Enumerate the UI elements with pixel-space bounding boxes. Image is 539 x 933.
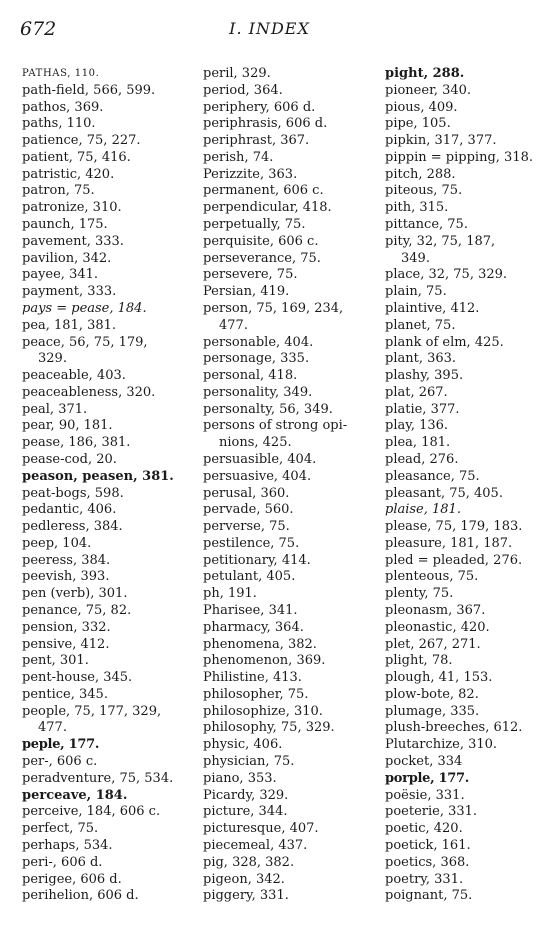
index-entry: penance, 75, 82. — [22, 603, 132, 618]
index-entry: pathos, 369. — [22, 99, 104, 115]
index-entry: piggery, 331. — [203, 888, 289, 904]
index-entry: perverse, 75. — [203, 519, 290, 535]
index-entry: pioneer, 340. — [385, 82, 472, 98]
index-entry: platie, 377. — [385, 401, 460, 417]
index-entry: perihelion, 606 d. — [22, 888, 139, 904]
index-entry: perigee, 606 d. — [22, 871, 122, 887]
index-entry: peevish, 393. — [22, 569, 110, 585]
index-entry: people, 75, 177, 329, — [22, 703, 162, 719]
index-entry-continuation: nions, 425. — [219, 435, 292, 451]
index-entry: permanent, 606 c. — [203, 183, 324, 199]
index-entry: plaise, 181. — [385, 502, 461, 518]
index-entry: poignant, 75. — [385, 888, 473, 904]
index-entry: plush-breeches, 612. — [385, 720, 523, 736]
index-entry: pavilion, 342. — [22, 250, 112, 266]
index-entry: pestilence, 75. — [203, 535, 300, 551]
index-entry: peaceableness, 320. — [22, 384, 156, 400]
page-number: 672 — [20, 18, 57, 40]
index-entry: patient, 75, 416. — [22, 149, 131, 165]
index-entry: per-, 606 c. — [22, 754, 98, 770]
index-entry: pear, 90, 181. — [22, 418, 113, 434]
index-entry: perquisite, 606 c. — [203, 233, 319, 249]
index-entry: piecemeal, 437. — [203, 837, 308, 853]
index-entry: plough, 41, 153. — [385, 670, 493, 686]
index-entry: path-field, 566, 599. — [22, 82, 156, 98]
index-entry: ph, 191. — [203, 586, 257, 602]
index-entry: PATHAS, 110. — [22, 68, 100, 79]
index-entry: perish, 74. — [203, 149, 274, 165]
index-entry: peple, 177. — [22, 737, 100, 753]
index-entry: pig, 328, 382. — [203, 854, 295, 870]
index-entry: Philistine, 413. — [203, 670, 302, 686]
index-entry: Picardy, 329. — [203, 787, 289, 803]
index-entry: picturesque, 407. — [203, 821, 319, 837]
index-entry: peaceable, 403. — [22, 368, 126, 384]
index-entry: Perizzite, 363. — [203, 166, 298, 182]
index-entry: perpetually, 75. — [203, 217, 306, 233]
index-entry: paunch, 175. — [22, 217, 108, 233]
index-entry: pent-house, 345. — [22, 670, 133, 686]
index-entry: physic, 406. — [203, 737, 283, 753]
index-column-2 — [203, 66, 381, 905]
index-entry: peril, 329. — [203, 66, 271, 81]
index-entry: persevere, 75. — [203, 267, 298, 283]
index-entry: porple, 177. — [385, 770, 470, 786]
index-entry: plumage, 335. — [385, 703, 480, 719]
index-entry: plat, 267. — [385, 384, 448, 400]
index-entry: philosophy, 75, 329. — [203, 720, 335, 736]
index-entry: pitch, 288. — [385, 166, 456, 182]
index-entry: pentice, 345. — [22, 686, 108, 702]
index-entry: pigeon, 342. — [203, 871, 285, 887]
index-entry: payee, 341. — [22, 267, 99, 283]
index-entry: pleasure, 181, 187. — [385, 535, 513, 551]
index-entry: planet, 75. — [385, 317, 456, 333]
index-entry: plea, 181. — [385, 435, 451, 451]
index-entry: pity, 32, 75, 187, — [385, 233, 496, 249]
index-entry: pleonastic, 420. — [385, 619, 490, 635]
index-entry: physician, 75. — [203, 754, 295, 770]
index-entry: periphery, 606 d. — [203, 99, 316, 115]
page-header — [0, 0, 539, 56]
index-entry: pedantic, 406. — [22, 502, 117, 518]
running-head: I. INDEX — [229, 19, 310, 38]
index-entry: personalty, 56, 349. — [203, 401, 333, 417]
index-entry: pight, 288. — [385, 66, 465, 81]
index-entry: pervade, 560. — [203, 502, 294, 518]
index-entry: plant, 363. — [385, 351, 457, 367]
index-entry: pleasant, 75, 405. — [385, 485, 503, 501]
index-entry: plank of elm, 425. — [385, 334, 504, 350]
index-entry: perseverance, 75. — [203, 250, 321, 266]
index-entry: pent, 301. — [22, 653, 89, 669]
index-entry: peeress, 384. — [22, 552, 111, 568]
index-entry: personable, 404. — [203, 334, 314, 350]
index-entry: phenomenon, 369. — [203, 653, 326, 669]
index-entry-continuation: 329. — [38, 351, 67, 367]
index-entry: poetick, 161. — [385, 837, 471, 853]
index-entry: plenteous, 75. — [385, 569, 479, 585]
index-entry: plet, 267, 271. — [385, 636, 481, 652]
index-entry: pease, 186, 381. — [22, 435, 131, 451]
index-entry: poetry, 331. — [385, 871, 464, 887]
index-entry: phenomena, 382. — [203, 636, 317, 652]
index-entry: poeterie, 331. — [385, 804, 478, 820]
index-entry: peason, peasen, 381. — [22, 468, 174, 484]
index-entry: pension, 332. — [22, 619, 111, 635]
index-entry: pittance, 75. — [385, 217, 468, 233]
index-entry: perusal, 360. — [203, 485, 290, 501]
index-entry: poësie, 331. — [385, 787, 465, 803]
index-entry: piano, 353. — [203, 770, 277, 786]
index-entry: pith, 315. — [385, 200, 449, 216]
index-entry: peep, 104. — [22, 535, 92, 551]
index-entry: payment, 333. — [22, 284, 117, 300]
index-entry: plashy, 395. — [385, 368, 464, 384]
index-entry: peri-, 606 d. — [22, 854, 103, 870]
index-entry: personal, 418. — [203, 368, 298, 384]
index-entry: pipkin, 317, 377. — [385, 133, 497, 149]
index-column-1 — [22, 66, 192, 905]
index-entry: pled = pleaded, 276. — [385, 552, 523, 568]
index-entry: patronize, 310. — [22, 200, 122, 216]
index-entry: pen (verb), 301. — [22, 586, 128, 602]
index-entry: please, 75, 179, 183. — [385, 519, 523, 535]
index-entry: patron, 75. — [22, 183, 95, 199]
index-entry: Plutarchize, 310. — [385, 737, 498, 753]
index-entry: play, 136. — [385, 418, 449, 434]
index-entry: persuasive, 404. — [203, 468, 312, 484]
index-entry: perceive, 184, 606 c. — [22, 804, 161, 820]
index-entry: pious, 409. — [385, 99, 458, 115]
index-entry: personage, 335. — [203, 351, 310, 367]
index-entry: pease-cod, 20. — [22, 451, 117, 467]
index-entry: persons of strong opi- — [203, 418, 348, 434]
index-entry: philosophize, 310. — [203, 703, 323, 719]
index-entry: patristic, 420. — [22, 166, 115, 182]
index-entry: plain, 75. — [385, 284, 447, 300]
index-entry: picture, 344. — [203, 804, 288, 820]
index-entry: pays = pease, 184. — [22, 300, 147, 316]
index-entry-continuation: 349. — [401, 250, 430, 266]
index-entry: plaintive, 412. — [385, 300, 480, 316]
index-entry: peat-bogs, 598. — [22, 485, 124, 501]
index-entry: philosopher, 75. — [203, 686, 309, 702]
index-entry-continuation: 477. — [38, 720, 67, 736]
index-entry: Pharisee, 341. — [203, 603, 298, 618]
index-entry: perceave, 184. — [22, 787, 128, 803]
index-entry: pavement, 333. — [22, 233, 124, 249]
index-entry: plead, 276. — [385, 451, 459, 467]
index-entry: pensive, 412. — [22, 636, 110, 652]
index-entry: plow-bote, 82. — [385, 686, 479, 702]
index-entry: pocket, 334 — [385, 754, 463, 770]
index-entry: Persian, 419. — [203, 284, 290, 300]
index-entry: poetic, 420. — [385, 821, 463, 837]
index-entry: peradventure, 75, 534. — [22, 770, 174, 786]
index-entry: pleonasm, 367. — [385, 603, 486, 618]
index-entry: perpendicular, 418. — [203, 200, 332, 216]
index-entry: pipe, 105. — [385, 116, 451, 132]
index-entry-continuation: 477. — [219, 317, 248, 333]
index-entry: persuasible, 404. — [203, 451, 317, 467]
index-entry: petulant, 405. — [203, 569, 296, 585]
index-entry: plight, 78. — [385, 653, 453, 669]
index-entry: pea, 181, 381. — [22, 317, 117, 333]
index-entry: perfect, 75. — [22, 821, 99, 837]
index-entry: pharmacy, 364. — [203, 619, 304, 635]
index-entry: patience, 75, 227. — [22, 133, 141, 149]
index-entry: peal, 371. — [22, 401, 88, 417]
index-entry: peace, 56, 75, 179, — [22, 334, 148, 350]
index-entry: poetics, 368. — [385, 854, 470, 870]
index-entry: pleasance, 75. — [385, 468, 480, 484]
index-entry: pedleress, 384. — [22, 519, 123, 535]
index-entry: place, 32, 75, 329. — [385, 267, 508, 283]
index-entry: periphrast, 367. — [203, 133, 310, 149]
index-entry: pippin = pipping, 318. — [385, 149, 533, 165]
index-entry: period, 364. — [203, 82, 283, 98]
index-entry: person, 75, 169, 234, — [203, 300, 344, 316]
index-entry: plenty, 75. — [385, 586, 454, 602]
index-entry: petitionary, 414. — [203, 552, 311, 568]
index-entry: perhaps, 534. — [22, 837, 113, 853]
index-entry: periphrasis, 606 d. — [203, 116, 328, 132]
index-entry: paths, 110. — [22, 116, 96, 132]
index-entry: piteous, 75. — [385, 183, 463, 199]
index-entry: personality, 349. — [203, 384, 313, 400]
index-column-3 — [385, 66, 535, 905]
